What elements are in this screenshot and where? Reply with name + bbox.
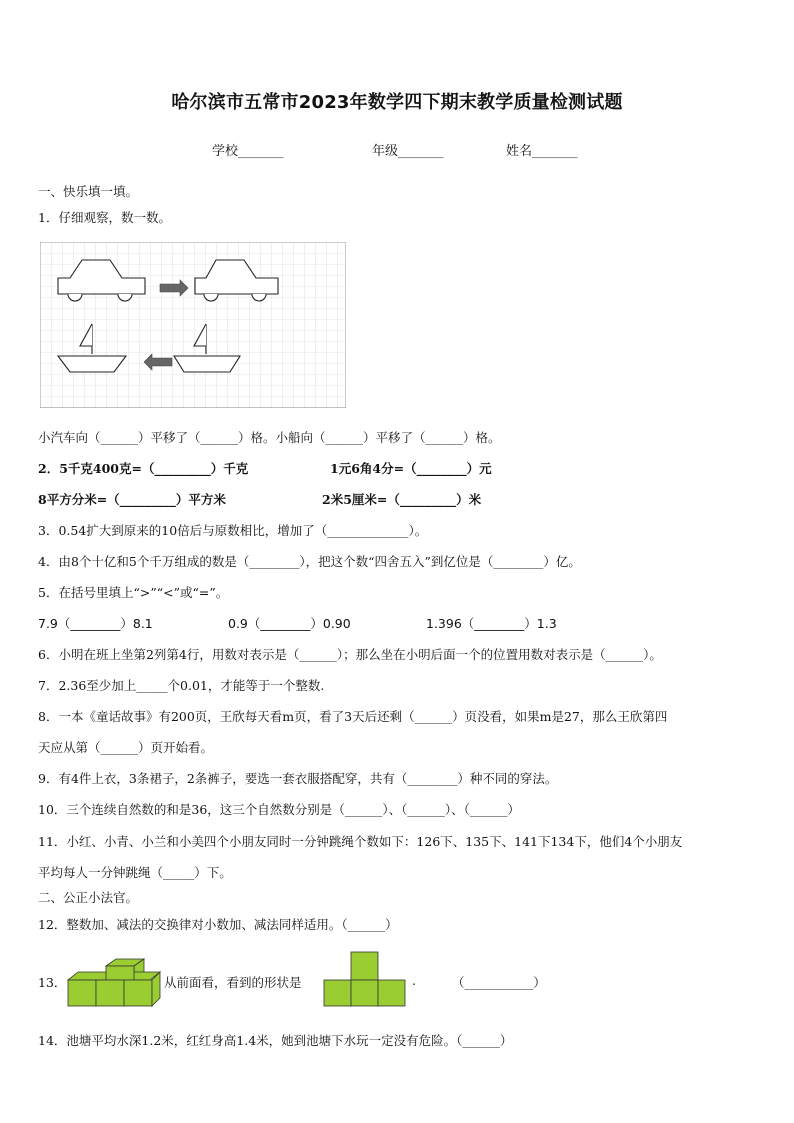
- question-13-text: 从前面看，看到的形状是: [164, 975, 302, 990]
- question-2b: 1元6角4分=（________）元: [330, 461, 492, 476]
- question-7: 7．2.36至少加上_____个0.01，才能等于一个整数.: [38, 678, 325, 693]
- question-2c: 8平方分米=（_________）平方米: [38, 492, 226, 507]
- name-field: 姓名_______: [506, 144, 578, 159]
- question-8-line-2: 天应从第（______）页开始看。: [38, 740, 214, 755]
- question-2a: 2．5千克400克=（_________）千克: [38, 461, 249, 476]
- question-5-item-2: 0.9（________）0.90: [228, 616, 351, 631]
- question-4: 4．由8个十亿和5个千万组成的数是（________），把这个数“四舍五入”到亿位是（________）亿。: [38, 554, 581, 569]
- question-13-answer-blank: （___________）: [452, 975, 546, 990]
- translation-grid-figure: [40, 242, 346, 408]
- school-field: 学校_______: [212, 144, 284, 159]
- question-3: 3．0.54扩大到原来的10倍后与原数相比，增加了（_____________）。: [38, 523, 428, 538]
- question-2d: 2米5厘米=（_________）米: [322, 492, 482, 507]
- question-13-period: .: [412, 973, 416, 988]
- front-view-figure: [322, 950, 408, 1008]
- question-6: 6．小明在班上坐第2列第4行，用数对表示是（______）；那么坐在小明后面一个的位置用数对表示是（______）。: [38, 647, 662, 662]
- question-5-item-3: 1.396（________）1.3: [426, 616, 557, 631]
- section-1-heading: 一、快乐填一填。: [38, 184, 139, 199]
- question-1: 1．仔细观察，数一数。: [38, 210, 171, 225]
- question-9: 9．有4件上衣，3条裙子，2条裤子，要选一套衣服搭配穿，共有（________）种不同的穿法。: [38, 771, 558, 786]
- page-title: 哈尔滨市五常市2023年数学四下期末教学质量检测试题: [171, 92, 623, 113]
- question-1-fill: 小汽车向（______）平移了（______）格。小船向（______）平移了（______）格。: [38, 430, 501, 445]
- question-5: 5．在括号里填上“>”“<”或“=”。: [38, 585, 229, 600]
- question-8-line-1: 8．一本《童话故事》有200页，王欣每天看m页，看了3天后还剩（______）页没看，如果m是27，那么王欣第四: [38, 709, 668, 724]
- cube-stack-figure: [66, 958, 164, 1008]
- question-11-line-2: 平均每人一分钟跳绳（_____）下。: [38, 865, 232, 880]
- grade-field: 年级_______: [372, 144, 444, 159]
- question-13-number: 13．: [38, 975, 67, 990]
- section-2-heading: 二、公正小法官。: [38, 890, 139, 905]
- question-12: 12．整数加、减法的交换律对小数加、减法同样适用。（______）: [38, 917, 398, 932]
- question-14: 14．池塘平均水深1.2米，红红身高1.4米，她到池塘下水玩一定没有危险。（______）: [38, 1033, 513, 1048]
- question-5-item-1: 7.9（________）8.1: [38, 616, 153, 631]
- question-11-line-1: 11．小红、小青、小兰和小美四个小朋友同时一分钟跳绳个数如下：126下、135下、141下134下，他们4个小朋友: [38, 834, 683, 849]
- question-10: 10．三个连续自然数的和是36，这三个自然数分别是（______）、（______）、（______）: [38, 802, 520, 817]
